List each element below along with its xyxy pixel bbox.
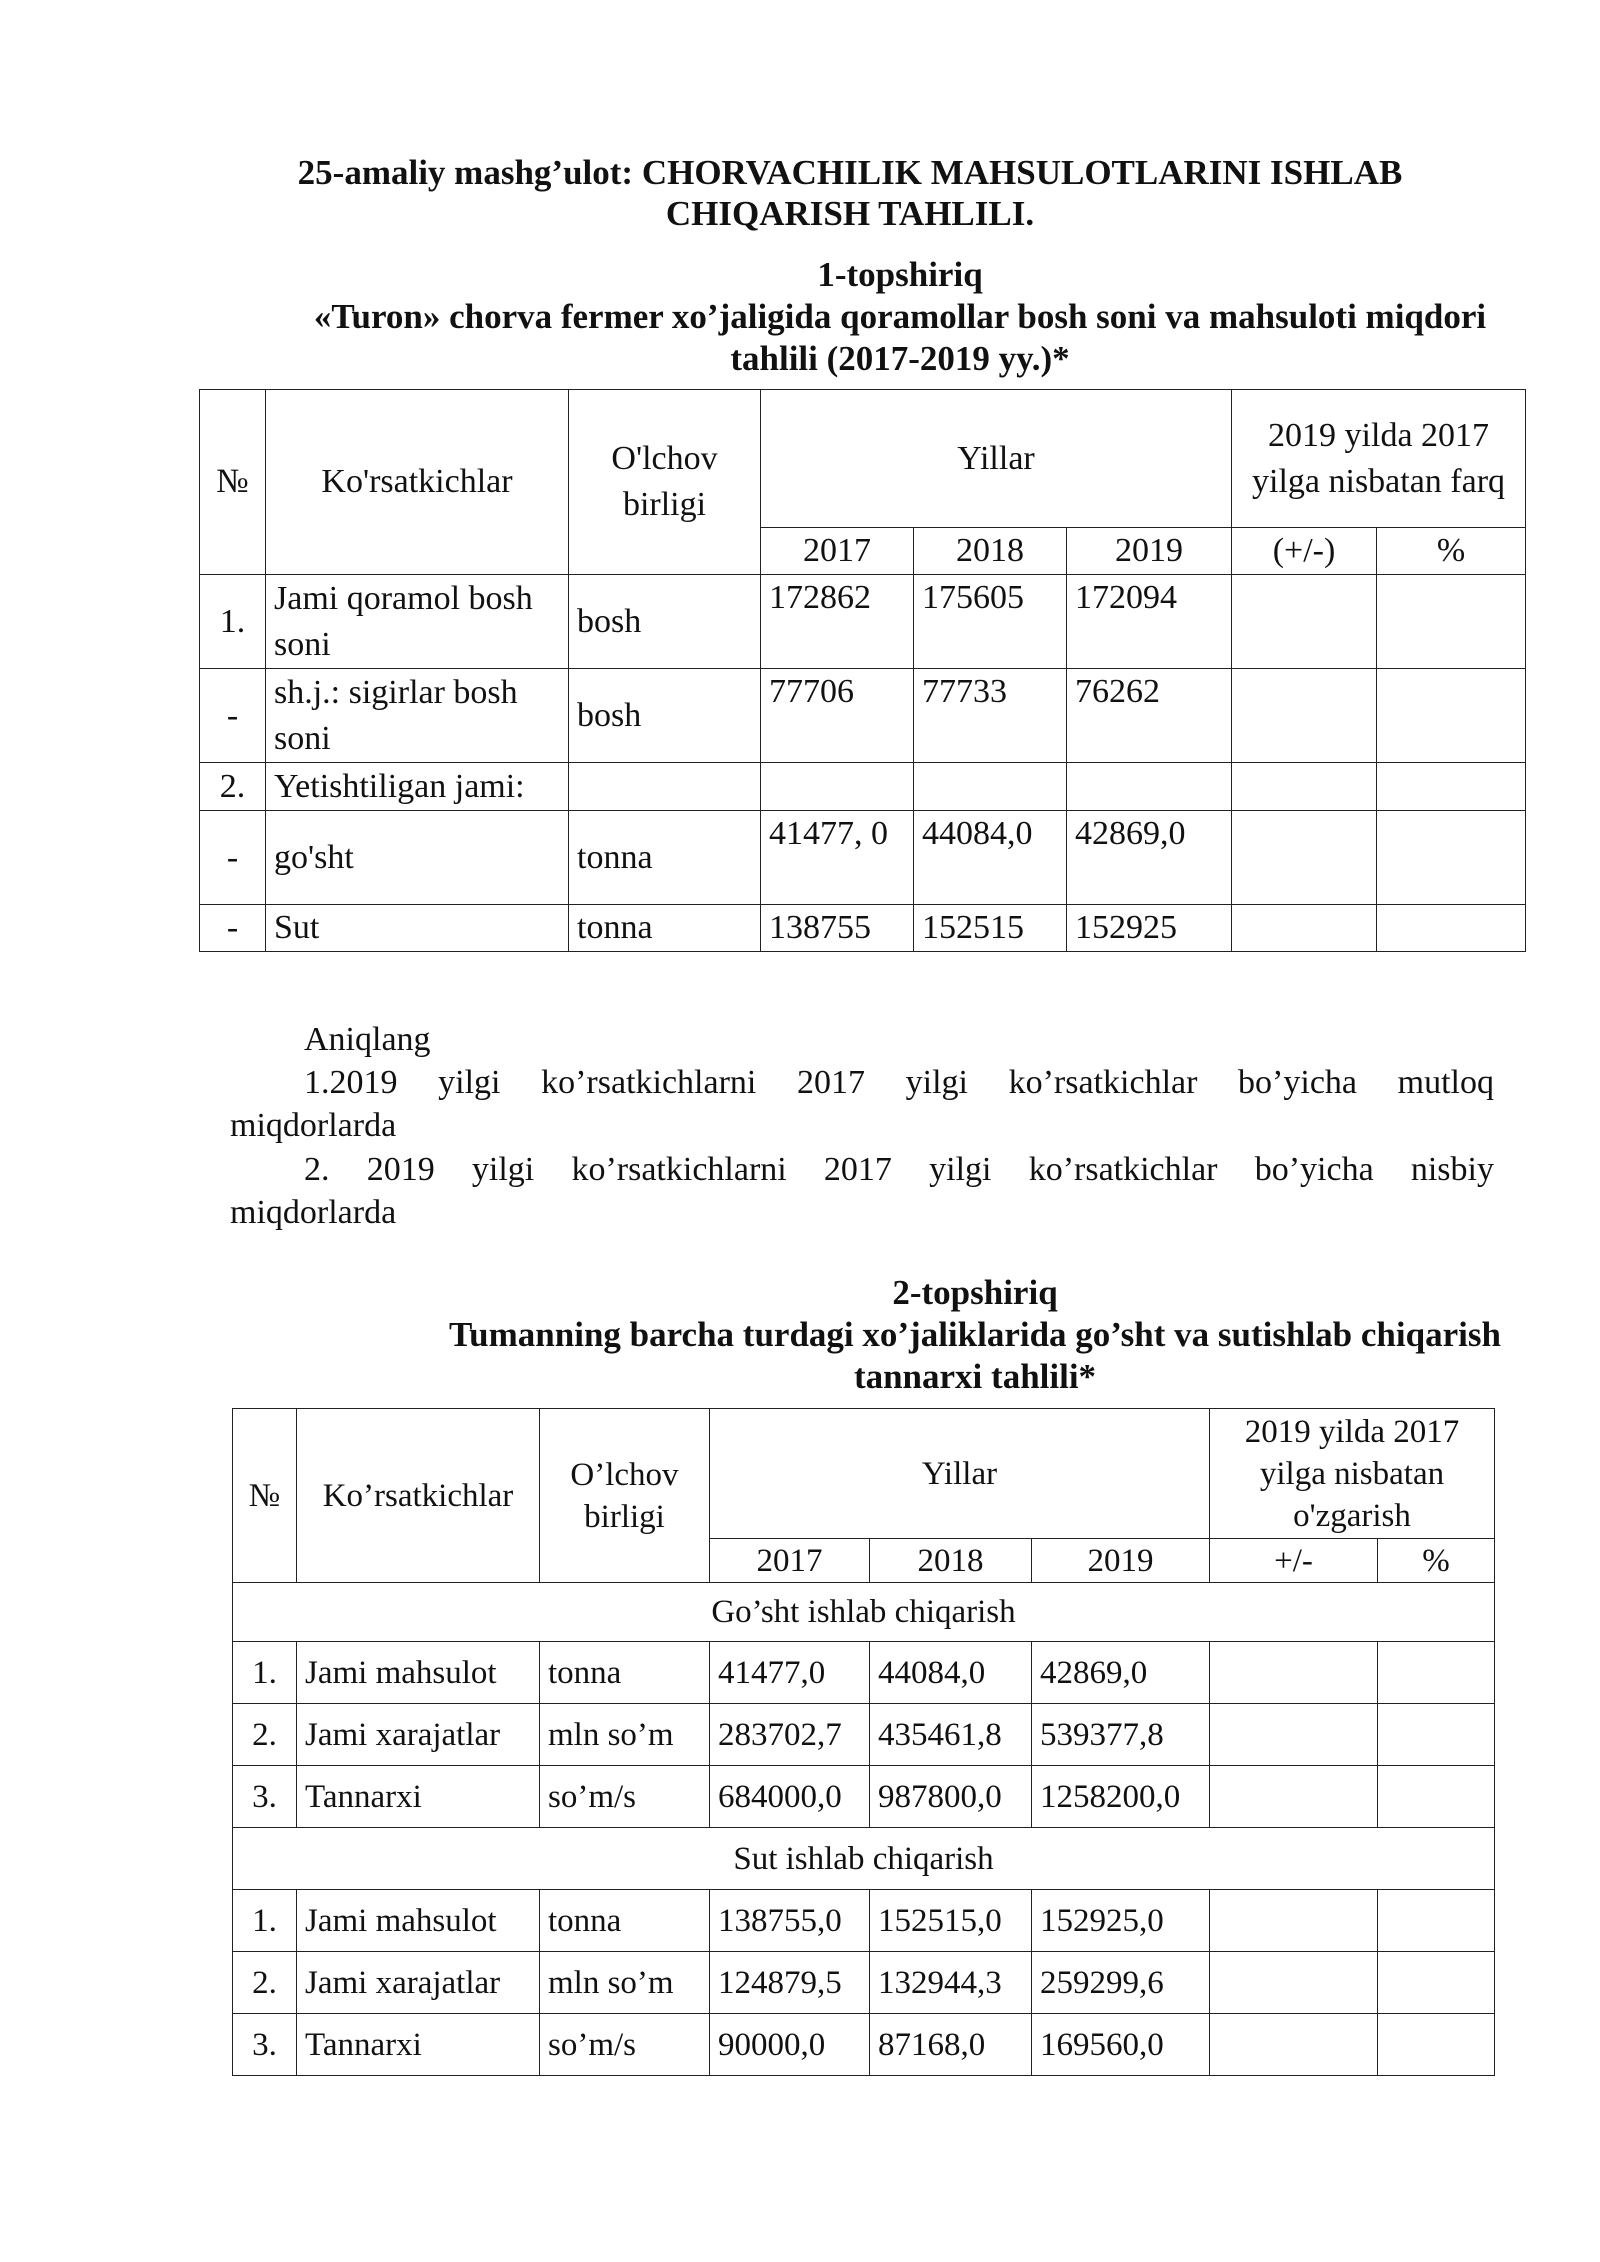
t1-header-no: №	[200, 390, 266, 575]
title-prefix: 25-amaliy mashg’ulot:	[297, 153, 642, 192]
row-unit: bosh	[569, 575, 761, 669]
row-change-pct	[1378, 1704, 1495, 1766]
section-title-milk: Sut ishlab chiqarish	[233, 1828, 1495, 1890]
row-value-2019: 42869,0	[1032, 1642, 1210, 1704]
row-value-2019: 259299,6	[1032, 1952, 1210, 2014]
table-row	[233, 1704, 1495, 1766]
page-title	[200, 152, 1500, 234]
table-row	[233, 1890, 1495, 1952]
row-value-2018: 87168,0	[870, 2014, 1032, 2076]
row-value-2019: 1258200,0	[1032, 1766, 1210, 1828]
row-value-2017: 124879,5	[710, 1952, 870, 2014]
table-row	[200, 575, 1526, 669]
row-unit: tonna	[540, 1890, 710, 1952]
row-change-abs	[1210, 1952, 1378, 2014]
t2-header-plusminus: +/-	[1210, 1539, 1378, 1583]
row-value-2018: 44084,0	[870, 1642, 1032, 1704]
instruction-1-line2: miqdorlarda	[230, 1107, 397, 1144]
row-change-abs	[1210, 1766, 1378, 1828]
row-name: Yetishtiligan jami:	[266, 763, 569, 811]
instruction-1-line1: 1.2019 yilgi ko’rsatkichlarni 2017 yilgi ko’rsatkichlar bo’yicha mutloq	[304, 1064, 1494, 1101]
row-change-pct	[1378, 1766, 1495, 1828]
row-diff-abs	[1232, 669, 1377, 763]
t1-header-2017: 2017	[761, 528, 914, 575]
row-change-pct	[1378, 1952, 1495, 2014]
t2-header-no: №	[233, 1409, 297, 1583]
row-no: 2.	[233, 1704, 297, 1766]
t2-header-percent: %	[1378, 1539, 1495, 1583]
table-row	[200, 905, 1526, 952]
row-unit: so’m/s	[540, 2014, 710, 2076]
row-no: 2.	[233, 1952, 297, 2014]
t2-header-change: 2019 yilda 2017 yilga nisbatan o'zgarish	[1210, 1409, 1495, 1539]
t2-header-unit: O’lchov birligi	[540, 1409, 710, 1583]
t1-header-percent: %	[1377, 528, 1526, 575]
row-value-2017: 138755	[761, 905, 914, 952]
row-unit: mln so’m	[540, 1952, 710, 2014]
row-unit	[569, 763, 761, 811]
row-name: Tannarxi	[297, 2014, 540, 2076]
instruction-2-line1: 2. 2019 yilgi ko’rsatkichlarni 2017 yilgi ko’rsatkichlar bo’yicha nisbiy	[304, 1151, 1494, 1188]
row-diff-pct	[1377, 905, 1526, 952]
row-unit: mln so’m	[540, 1704, 710, 1766]
row-value-2019: 152925,0	[1032, 1890, 1210, 1952]
task2-header	[400, 1272, 1550, 1398]
t1-header-2019: 2019	[1067, 528, 1232, 575]
row-no: 1.	[233, 1890, 297, 1952]
row-value-2019: 152925	[1067, 905, 1232, 952]
title-main: CHORVACHILIK MAHSULOTLARINI ISHLAB CHIQARISH TAHLILI.	[641, 153, 1403, 233]
row-value-2019: 169560,0	[1032, 2014, 1210, 2076]
t2-header-years: Yillar	[710, 1409, 1210, 1539]
row-change-abs	[1210, 2014, 1378, 2076]
t1-header-unit: O'lchov birligi	[569, 390, 761, 575]
row-value-2017: 77706	[761, 669, 914, 763]
row-no: 3.	[233, 2014, 297, 2076]
row-name: Jami xarajatlar	[297, 1952, 540, 2014]
row-change-abs	[1210, 1890, 1378, 1952]
instruction-2-line2: miqdorlarda	[230, 1194, 397, 1231]
row-name: Jami mahsulot	[297, 1890, 540, 1952]
row-no: 1.	[200, 575, 266, 669]
row-diff-pct	[1377, 763, 1526, 811]
task2-heading: Tumanning barcha turdagi xo’jaliklarida go’sht va sutishlab chiqarish tannarxi tahlili*	[449, 1315, 1501, 1396]
instructions-heading: Aniqlang	[304, 1021, 431, 1058]
row-value-2019	[1067, 763, 1232, 811]
row-value-2017	[761, 763, 914, 811]
row-value-2017: 283702,7	[710, 1704, 870, 1766]
row-value-2018: 175605	[914, 575, 1067, 669]
row-value-2017: 41477, 0	[761, 811, 914, 905]
table-row	[200, 763, 1526, 811]
row-name: Jami mahsulot	[297, 1642, 540, 1704]
task1-label: 1-topshiriq	[817, 255, 983, 294]
row-value-2019: 42869,0	[1067, 811, 1232, 905]
section-title-meat: Go’sht ishlab chiqarish	[233, 1583, 1495, 1642]
table-row	[233, 1952, 1495, 2014]
row-no: -	[200, 811, 266, 905]
row-diff-abs	[1232, 575, 1377, 669]
row-value-2018	[914, 763, 1067, 811]
row-name: Jami qoramol bosh soni	[266, 575, 569, 669]
row-value-2018: 77733	[914, 669, 1067, 763]
row-change-pct	[1378, 1890, 1495, 1952]
row-value-2019: 76262	[1067, 669, 1232, 763]
row-value-2019: 172094	[1067, 575, 1232, 669]
row-unit: tonna	[540, 1642, 710, 1704]
row-name: sh.j.: sigirlar bosh soni	[266, 669, 569, 763]
row-unit: bosh	[569, 669, 761, 763]
row-value-2017: 684000,0	[710, 1766, 870, 1828]
row-value-2017: 138755,0	[710, 1890, 870, 1952]
row-value-2017: 41477,0	[710, 1642, 870, 1704]
row-diff-pct	[1377, 811, 1526, 905]
task1-heading: «Turon» chorva fermer xo’jaligida qoramollar bosh soni va mahsuloti miqdori tahlili (2017-2019 yy.)*	[313, 297, 1487, 378]
table-row	[200, 669, 1526, 763]
row-name: go'sht	[266, 811, 569, 905]
row-change-abs	[1210, 1642, 1378, 1704]
row-value-2017: 172862	[761, 575, 914, 669]
row-no: -	[200, 669, 266, 763]
row-no: 1.	[233, 1642, 297, 1704]
t1-header-years: Yillar	[761, 390, 1232, 528]
row-change-pct	[1378, 2014, 1495, 2076]
t2-header-2017: 2017	[710, 1539, 870, 1583]
table-row	[233, 2014, 1495, 2076]
row-value-2018: 152515,0	[870, 1890, 1032, 1952]
row-diff-pct	[1377, 575, 1526, 669]
task1-table	[199, 389, 1526, 952]
row-name: Sut	[266, 905, 569, 952]
task1-header	[300, 254, 1500, 380]
row-diff-pct	[1377, 669, 1526, 763]
row-name: Jami xarajatlar	[297, 1704, 540, 1766]
table-row	[233, 1766, 1495, 1828]
t1-header-indicator: Ko'rsatkichlar	[266, 390, 569, 575]
t2-header-2019: 2019	[1032, 1539, 1210, 1583]
row-value-2018: 152515	[914, 905, 1067, 952]
t1-header-plusminus: (+/-)	[1232, 528, 1377, 575]
row-value-2017: 90000,0	[710, 2014, 870, 2076]
row-unit: so’m/s	[540, 1766, 710, 1828]
row-unit: tonna	[569, 905, 761, 952]
t2-header-indicator: Ko’rsatkichlar	[297, 1409, 540, 1583]
t1-header-diff: 2019 yilda 2017 yilga nisbatan farq	[1232, 390, 1526, 528]
row-unit: tonna	[569, 811, 761, 905]
row-name: Tannarxi	[297, 1766, 540, 1828]
row-value-2018: 435461,8	[870, 1704, 1032, 1766]
row-value-2018: 987800,0	[870, 1766, 1032, 1828]
row-value-2018: 132944,3	[870, 1952, 1032, 2014]
row-diff-abs	[1232, 905, 1377, 952]
table-row	[233, 1642, 1495, 1704]
row-change-pct	[1378, 1642, 1495, 1704]
row-diff-abs	[1232, 763, 1377, 811]
row-diff-abs	[1232, 811, 1377, 905]
task2-table	[232, 1408, 1495, 2076]
row-value-2018: 44084,0	[914, 811, 1067, 905]
row-value-2019: 539377,8	[1032, 1704, 1210, 1766]
table-row	[200, 811, 1526, 905]
row-change-abs	[1210, 1704, 1378, 1766]
t1-header-2018: 2018	[914, 528, 1067, 575]
task2-label: 2-topshiriq	[892, 1273, 1058, 1312]
row-no: 3.	[233, 1766, 297, 1828]
row-no: 2.	[200, 763, 266, 811]
t2-header-2018: 2018	[870, 1539, 1032, 1583]
row-no: -	[200, 905, 266, 952]
